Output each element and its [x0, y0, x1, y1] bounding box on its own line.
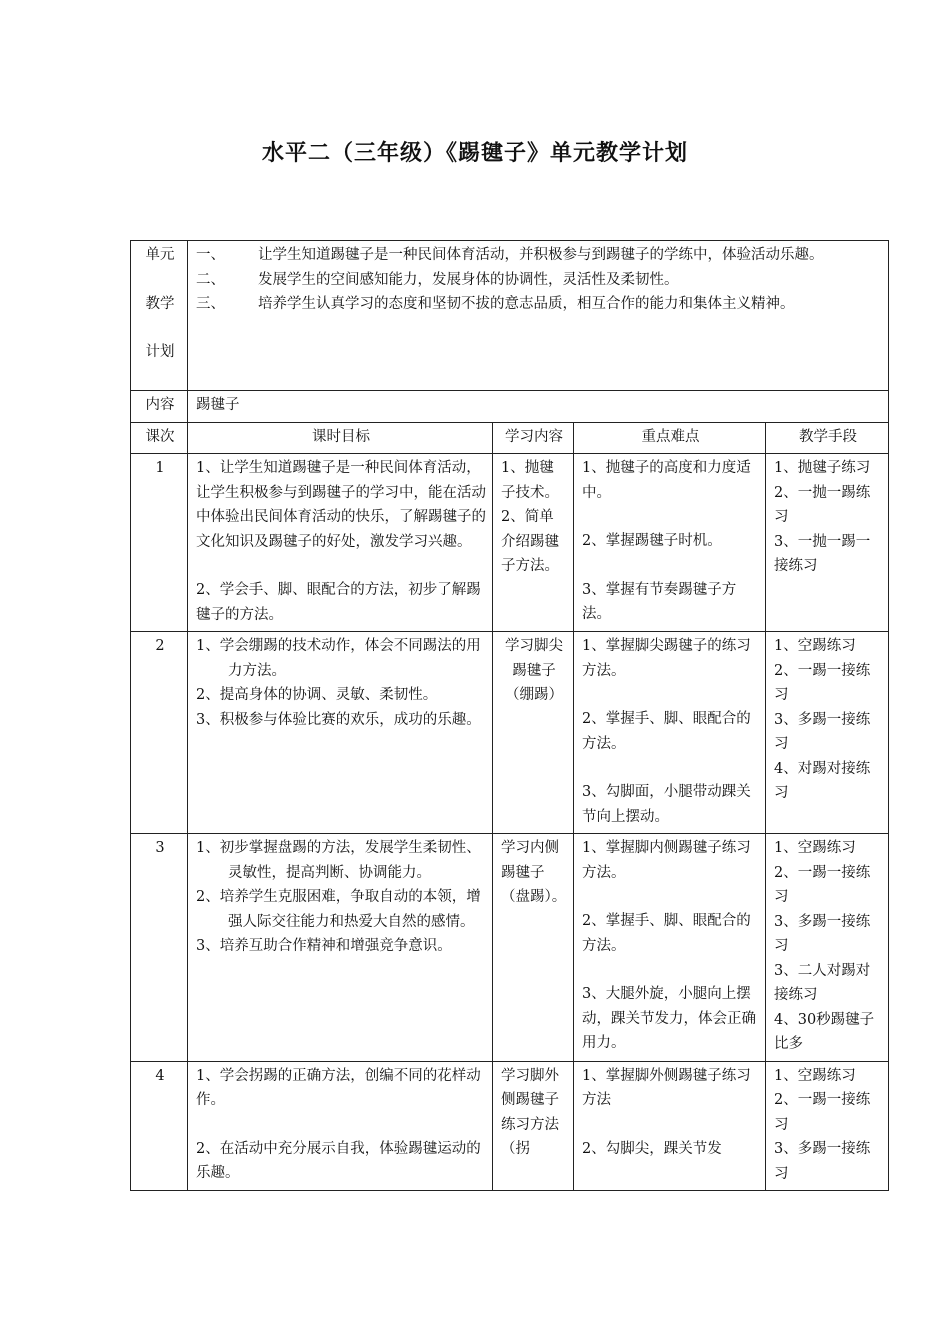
header-row [131, 422, 889, 454]
lesson-row [131, 1061, 889, 1191]
content-label: 内容 [131, 391, 188, 423]
lesson-methods: 1、空踢练习 2、一踢一接练习 3、多踢一接练习 3、二人对踢对接练习 4、30秒踢毽子比多 [766, 834, 889, 1062]
lesson-keys: 1、抛毽子的高度和力度适中。 2、掌握踢毽子时机。 3、掌握有节奏踢毽子方法。 [574, 454, 766, 632]
lesson-goals: 1、学会拐踢的正确方法，创编不同的花样动作。 2、在活动中充分展示自我，体验踢毽运动的乐趣。 [188, 1061, 493, 1191]
unit-goal-text: 培养学生认真学习的态度和坚韧不拔的意志品质，相互合作的能力和集体主义精神。 [258, 296, 795, 312]
lesson-goals: 1、初步掌握盘踢的方法，发展学生柔韧性、灵敏性，提高判断、协调能力。 2、培养学生克服困难，争取自动的本领，增强人际交往能力和热爱大自然的感情。 3、培养互助合作精神和增强竞争意识。 [188, 834, 493, 1062]
header-goal: 课时目标 [188, 422, 493, 454]
lesson-number: 3 [131, 834, 188, 1062]
header-method: 教学手段 [766, 422, 889, 454]
unit-goal-item: 二、 发展学生的空间感知能力，发展身体的协调性，灵活性及柔韧性。 [196, 268, 878, 293]
teaching-plan-table [130, 240, 889, 1191]
unit-goal-item: 三、 培养学生认真学习的态度和坚韧不拔的意志品质，相互合作的能力和集体主义精神。 [196, 292, 878, 317]
lesson-number: 1 [131, 454, 188, 632]
lesson-goals: 1、让学生知道踢毽子是一种民间体育活动，让学生积极参与到踢毽子的学习中，能在活动中体验出民间体育活动的快乐，了解踢毽子的文化知识及踢毽子的好处，激发学习兴趣。 2、学会手、脚、眼配合的方法，初步了解踢毽子的方法。 [188, 454, 493, 632]
lesson-study: 学习脚尖踢毽子（绷踢） [493, 632, 574, 834]
lesson-methods: 1、空踢练习 2、一踢一接练习 3、多踢一接练习 [766, 1061, 889, 1191]
lesson-row [131, 632, 889, 834]
lesson-keys: 1、掌握脚尖踢毽子的练习方法。 2、掌握手、脚、眼配合的方法。 3、勾脚面，小腿带动踝关节向上摆动。 [574, 632, 766, 834]
unit-goal-text: 发展学生的空间感知能力，发展身体的协调性，灵活性及柔韧性。 [258, 271, 679, 288]
lesson-number: 4 [131, 1061, 188, 1191]
lesson-keys: 1、掌握脚内侧踢毽子练习方法。 2、掌握手、脚、眼配合的方法。 3、大腿外旋，小腿向上摆动，踝关节发力，体会正确用力。 [574, 834, 766, 1062]
lesson-number: 2 [131, 632, 188, 834]
header-lesson: 课次 [131, 422, 188, 454]
lesson-keys: 1、掌握脚外侧踢毽子练习方法 2、勾脚尖，踝关节发 [574, 1061, 766, 1191]
content-value: 踢毽子 [188, 391, 889, 423]
lesson-row [131, 834, 889, 1062]
unit-goal-item: 一、 让学生知道踢毽子是一种民间体育活动，并积极参与到踢毽子的学练中，体验活动乐趣。 [196, 243, 878, 268]
lesson-row [131, 454, 889, 632]
header-key: 重点难点 [574, 422, 766, 454]
unit-goal-text: 让学生知道踢毽子是一种民间体育活动，并积极参与到踢毽子的学练中，体验活动乐趣。 [258, 247, 824, 263]
header-study: 学习内容 [493, 422, 574, 454]
lesson-goals: 1、学会绷踢的技术动作，体会不同踢法的用力方法。 2、提高身体的协调、灵敏、柔韧性。 3、积极参与体验比赛的欢乐，成功的乐趣。 [188, 632, 493, 834]
lesson-methods: 1、空踢练习 2、一踢一接练习 3、多踢一接练习 4、对踢对接练习 [766, 632, 889, 834]
lesson-study: 学习脚外侧踢毽子练习方法（拐 [493, 1061, 574, 1191]
content-row [131, 391, 889, 423]
lesson-methods: 1、抛毽子练习 2、一抛一踢练习 3、一抛一踢一接练习 [766, 454, 889, 632]
unit-goals [188, 241, 889, 391]
unit-plan-row [131, 241, 889, 391]
lesson-study: 1、抛毽子技术。 2、简单介绍踢毽子方法。 [493, 454, 574, 632]
document-title: 水平二（三年级）《踢毽子》单元教学计划 [261, 140, 688, 166]
lesson-study: 学习内侧踢毽子（盘踢）。 [493, 834, 574, 1062]
unit-plan-label: 单元 教学 计划 [131, 241, 188, 391]
